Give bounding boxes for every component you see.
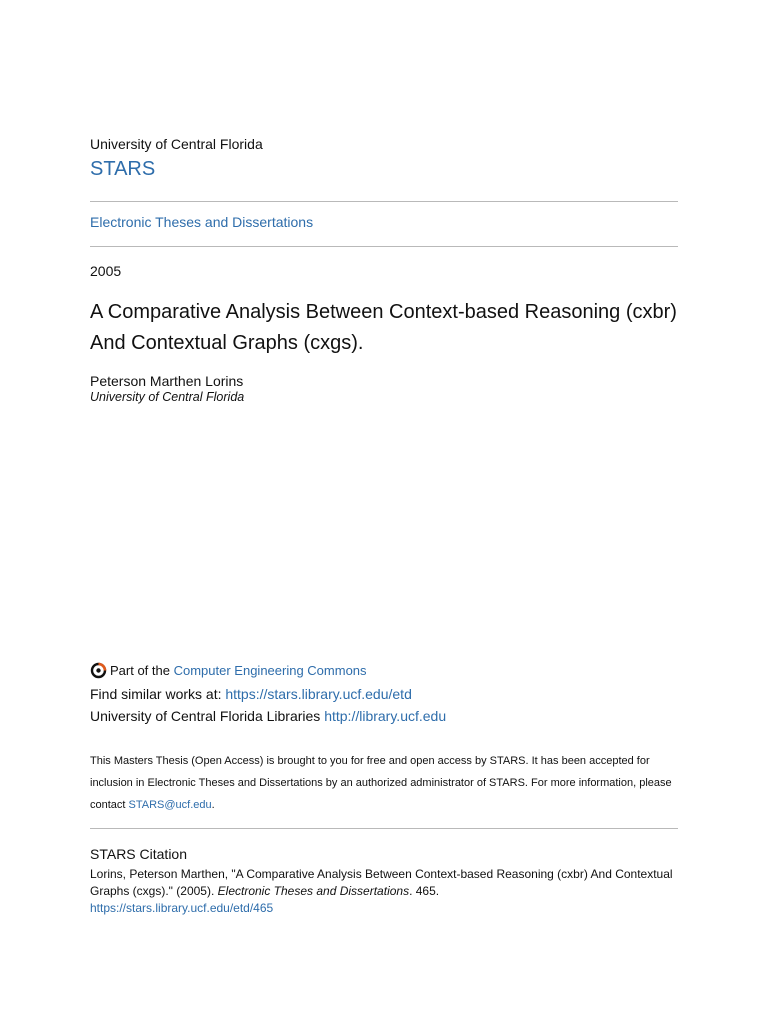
author-affiliation: University of Central Florida [90, 390, 245, 404]
libraries-label: University of Central Florida Libraries [90, 708, 321, 724]
divider [90, 201, 678, 202]
open-access-icon [90, 662, 107, 679]
citation-number: . 465. [409, 884, 440, 898]
citation-series: Electronic Theses and Dissertations [217, 884, 410, 898]
citation-text: Lorins, Peterson Marthen, "A Comparative Analysis Between Context-based Reasoning (cxbr) And Contextual Graphs (cxgs)." (2005). [90, 867, 673, 898]
libraries-link[interactable]: http://library.ucf.edu [324, 708, 447, 724]
libraries-line [90, 708, 446, 724]
citation-link[interactable]: https://stars.library.ucf.edu/etd/465 [90, 901, 274, 915]
notice-end: . [211, 799, 215, 811]
document-title: A Comparative Analysis Between Context-based Reasoning (cxbr) And Contextual Graphs (cxgs). [90, 301, 677, 354]
part-of-label: Part of the [110, 663, 170, 678]
citation-heading: STARS Citation [90, 846, 187, 862]
publication-year: 2005 [90, 263, 122, 279]
collection-link[interactable]: Electronic Theses and Dissertations [90, 214, 314, 230]
access-notice [90, 750, 678, 816]
similar-works-link[interactable]: https://stars.library.ucf.edu/etd [225, 686, 412, 702]
institution-name: University of Central Florida [90, 136, 263, 152]
contact-email-link[interactable]: STARS@ucf.edu [128, 799, 212, 811]
author-name: Peterson Marthen Lorins [90, 373, 244, 389]
notice-text: This Masters Thesis (Open Access) is brought to you for free and open access by STARS. It has been accepted for inclusion in Electronic Theses and Dissertations by an authorized administrator of STARS. For more information, please contact [90, 755, 672, 811]
repository-link[interactable]: STARS [90, 158, 156, 180]
similar-works-label: Find similar works at: [90, 686, 222, 702]
commons-link[interactable]: Computer Engineering Commons [173, 663, 367, 678]
similar-works-line [90, 686, 412, 702]
citation-block [90, 866, 678, 917]
part-of-line [90, 662, 367, 679]
divider [90, 246, 678, 247]
divider [90, 828, 678, 829]
